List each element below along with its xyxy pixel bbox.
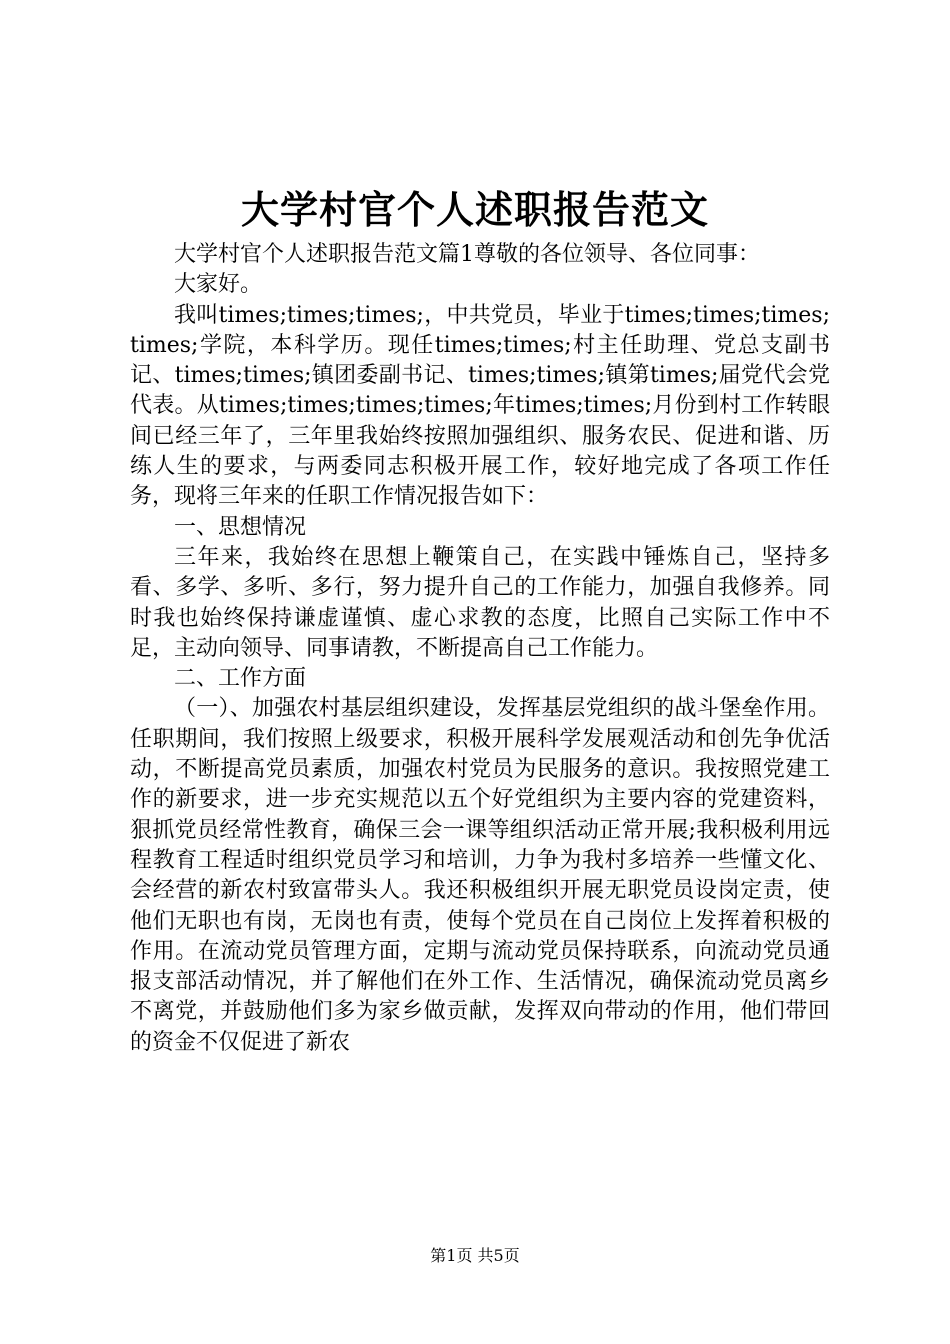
- paragraph-work-organization: （一）、加强农村基层组织建设，发挥基层党组织的战斗堡垒作用。任职期间，我们按照上级要求，积极开展科学发展观活动和创先争优活动，不断提高党员素质，加强农村党员为民服务的意识。我按照党建工作的新要求，进一步充实规范以五个好党组织为主要内容的党建资料，狠抓党员经常性教育，确保三会一课等组织活动正常开展;我积极利用远程教育工程适时组织党员学习和培训，力争为我村多培养一些懂文化、会经营的新农村致富带头人。我还积极组织开展无职党员设岗定责，使他们无职也有岗，无岗也有责，使每个党员在自己岗位上发挥着积极的作用。在流动党员管理方面，定期与流动党员保持联系，向流动党员通报支部活动情况，并了解他们在外工作、生活情况，确保流动党员离乡不离党，并鼓励他们多为家乡做贡献，发挥双向带动的作用，他们带回的资金不仅促进了新农: [130, 696, 830, 1055]
- section-heading-work: 二、工作方面: [174, 666, 307, 692]
- page-footer: 第1页 共5页: [430, 1246, 520, 1265]
- document-title: 大学村官个人述职报告范文: [240, 187, 709, 232]
- document-body: [130, 240, 830, 1058]
- paragraph-self-introduction: 我叫times;times;times;，中共党员，毕业于times;times;times;times;学院，本科学历。现任times;times;村主任助理、党总支副书记、times;times;镇团委副书记、times;times;镇第times;届党代会党代表。从times;times;times;times;年times;times;月份到村工作转眼间已经三年了，三年里我始终按照加强组织、服务农民、促进和谐、历练人生的要求，与两委同志积极开展工作，较好地完成了各项工作任务，现将三年来的任职工作情况报告如下：: [130, 302, 830, 510]
- section-heading-thought: 一、思想情况: [174, 514, 307, 540]
- paragraph-greeting: 大家好。: [174, 272, 263, 298]
- paragraph-thought: 三年来，我始终在思想上鞭策自己，在实践中锤炼自己，坚持多看、多学、多听、多行，努力提升自己的工作能力，加强自我修养。同时我也始终保持谦虚谨慎、虚心求教的态度，比照自己实际工作中不足，主动向领导、同事请教，不断提高自己工作能力。: [130, 544, 830, 661]
- paragraph-intro: 大学村官个人述职报告范文篇1尊敬的各位领导、各位同事：: [174, 242, 760, 267]
